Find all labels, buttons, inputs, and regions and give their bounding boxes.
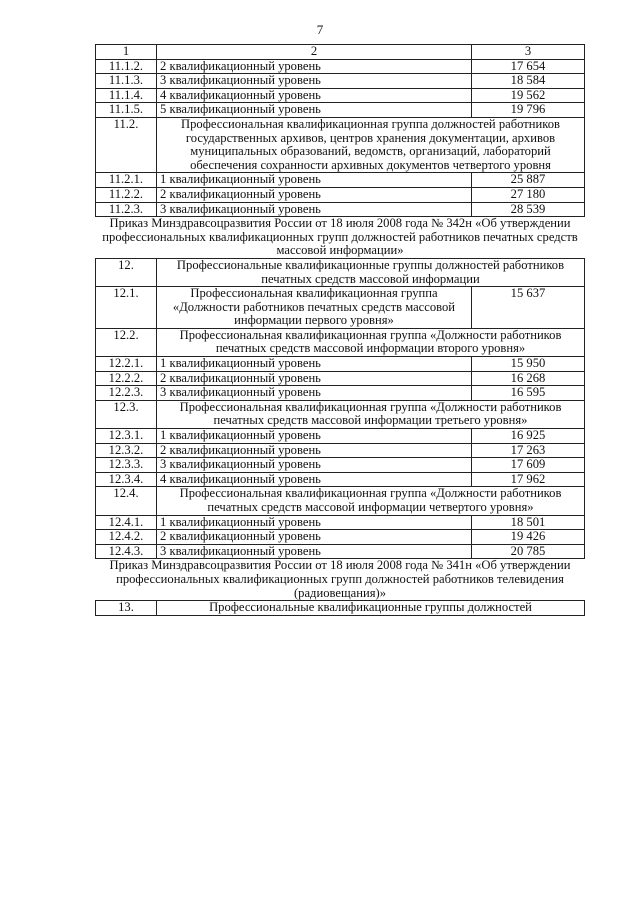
group-title: Профессиональная квалификационная группа «Должности работников печатных средств массовой информации третьего уровня» — [157, 400, 585, 428]
table-row — [96, 103, 585, 118]
row-label: 2 квалификационный уровень — [157, 187, 472, 202]
table-row — [96, 357, 585, 372]
group-row — [96, 601, 585, 616]
group-code: 13. — [96, 601, 157, 616]
group-title: Профессиональная квалификационная группа «Должности работников печатных средств массовой информации четвертого уровня» — [157, 487, 585, 515]
group-row — [96, 117, 585, 172]
row-label: 3 квалификационный уровень — [157, 74, 472, 89]
group-code: 12. — [96, 258, 157, 286]
table-row — [96, 472, 585, 487]
row-code: 11.1.5. — [96, 103, 157, 118]
row-label: 3 квалификационный уровень — [157, 386, 472, 401]
group-title: Профессиональная квалификационная группа «Должности работников печатных средств массовой информации второго уровня» — [157, 328, 585, 356]
row-code: 11.1.3. — [96, 74, 157, 89]
table-row — [96, 544, 585, 559]
table-row — [96, 287, 585, 329]
row-code: 12.3.4. — [96, 472, 157, 487]
column-header-2: 2 — [157, 45, 472, 60]
row-value: 15 950 — [472, 357, 585, 372]
row-code: 11.2.2. — [96, 187, 157, 202]
row-label: 5 квалификационный уровень — [157, 103, 472, 118]
column-header-3: 3 — [472, 45, 585, 60]
row-code: 12.1. — [96, 287, 157, 329]
group-code: 12.2. — [96, 328, 157, 356]
row-label: 3 квалификационный уровень — [157, 202, 472, 217]
row-label: 2 квалификационный уровень — [157, 443, 472, 458]
table-row — [96, 202, 585, 217]
row-code: 11.1.4. — [96, 88, 157, 103]
table-row — [96, 386, 585, 401]
row-value: 16 925 — [472, 429, 585, 444]
page-number: 7 — [316, 22, 324, 37]
row-label: 4 квалификационный уровень — [157, 88, 472, 103]
row-label: 1 квалификационный уровень — [157, 429, 472, 444]
table-row — [96, 515, 585, 530]
group-row — [96, 258, 585, 286]
row-value: 17 263 — [472, 443, 585, 458]
row-value: 18 501 — [472, 515, 585, 530]
row-label: 2 квалификационный уровень — [157, 59, 472, 74]
row-code: 12.4.3. — [96, 544, 157, 559]
group-row — [96, 400, 585, 428]
row-code: 12.3.3. — [96, 458, 157, 473]
row-value: 19 426 — [472, 530, 585, 545]
table-row — [96, 458, 585, 473]
table-row — [96, 443, 585, 458]
row-code: 12.2.3. — [96, 386, 157, 401]
row-value: 28 539 — [472, 202, 585, 217]
table-row — [96, 429, 585, 444]
table-row — [96, 530, 585, 545]
row-value: 25 887 — [472, 173, 585, 188]
group-title: Профессиональные квалификационные группы должностей работников печатных средств массовой информации — [157, 258, 585, 286]
table-row — [96, 74, 585, 89]
row-label: 1 квалификационный уровень — [157, 357, 472, 372]
table-row — [96, 187, 585, 202]
group-row — [96, 328, 585, 356]
row-label: 3 квалификационный уровень — [157, 544, 472, 559]
order-title: Приказ Минздравсоцразвития России от 18 июля 2008 года № 342н «Об утверждении профессиональных квалификационных групп должностей работников печатных средств массовой информации» — [96, 217, 585, 259]
table-header-row — [96, 45, 585, 60]
group-code: 11.2. — [96, 117, 157, 172]
row-code: 12.4.1. — [96, 515, 157, 530]
row-code: 12.3.2. — [96, 443, 157, 458]
column-header-1: 1 — [96, 45, 157, 60]
row-code: 11.2.3. — [96, 202, 157, 217]
group-code: 12.4. — [96, 487, 157, 515]
row-label: 2 квалификационный уровень — [157, 371, 472, 386]
group-title: Профессиональная квалификационная группа должностей работников государственных архивов, центров хранения документации, архивов муниципальных образований, ведомств, организаций, лабораторий обеспечения сохранности архивных документов четвертого уровня — [157, 117, 585, 172]
row-value: 17 962 — [472, 472, 585, 487]
table-row — [96, 88, 585, 103]
order-title: Приказ Минздравсоцразвития России от 18 июля 2008 года № 341н «Об утверждении профессиональных квалификационных групп должностей работников телевидения (радиовещания)» — [96, 559, 585, 601]
row-label: Профессиональная квалификационная группа «Должности работников печатных средств массовой информации первого уровня» — [157, 287, 472, 329]
salary-table — [95, 44, 585, 616]
group-row — [96, 487, 585, 515]
row-code: 11.1.2. — [96, 59, 157, 74]
row-value: 18 584 — [472, 74, 585, 89]
row-label: 4 квалификационный уровень — [157, 472, 472, 487]
table-row — [96, 59, 585, 74]
row-code: 12.4.2. — [96, 530, 157, 545]
row-label: 3 квалификационный уровень — [157, 458, 472, 473]
table-row — [96, 173, 585, 188]
row-label: 1 квалификационный уровень — [157, 173, 472, 188]
row-value: 16 268 — [472, 371, 585, 386]
row-label: 2 квалификационный уровень — [157, 530, 472, 545]
row-code: 12.2.2. — [96, 371, 157, 386]
row-value: 15 637 — [472, 287, 585, 329]
row-value: 19 562 — [472, 88, 585, 103]
row-code: 11.2.1. — [96, 173, 157, 188]
order-row — [96, 217, 585, 259]
table-row — [96, 371, 585, 386]
row-value: 20 785 — [472, 544, 585, 559]
row-value: 17 609 — [472, 458, 585, 473]
order-row — [96, 559, 585, 601]
row-label: 1 квалификационный уровень — [157, 515, 472, 530]
row-code: 12.3.1. — [96, 429, 157, 444]
row-value: 16 595 — [472, 386, 585, 401]
row-value: 27 180 — [472, 187, 585, 202]
row-value: 17 654 — [472, 59, 585, 74]
row-value: 19 796 — [472, 103, 585, 118]
row-code: 12.2.1. — [96, 357, 157, 372]
group-code: 12.3. — [96, 400, 157, 428]
group-title: Профессиональные квалификационные группы должностей — [157, 601, 585, 616]
